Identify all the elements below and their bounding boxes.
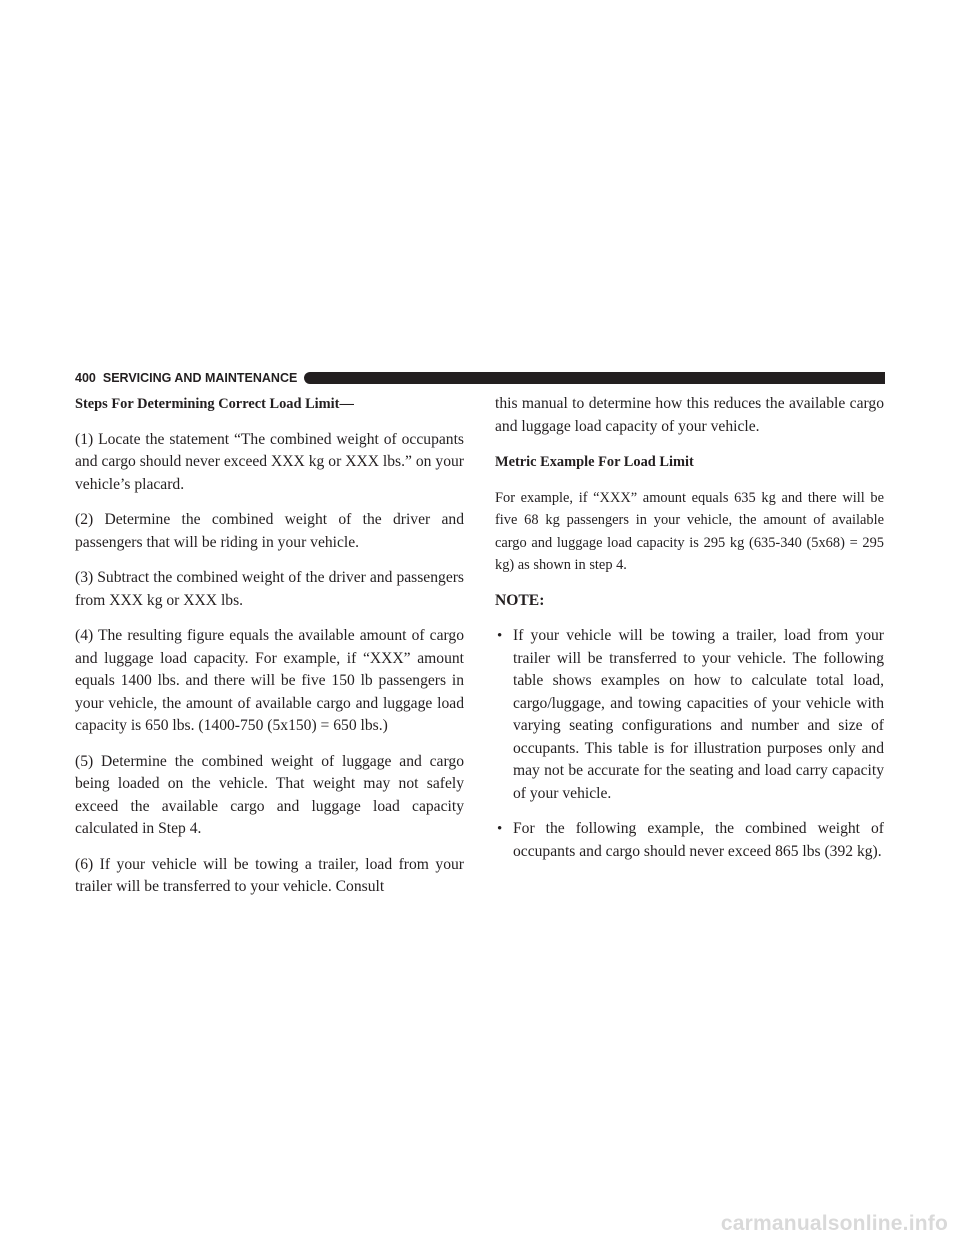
left-column (75, 393, 464, 912)
metric-paragraph: For example, if “XXX” amount equals 635 kg and there will be five 68 kg passengers in your vehicle, the amount of available cargo and luggage load capacity is 295 kg (635-340 (5x68) = 295 kg) as shown in step 4. (495, 489, 884, 573)
note-label: NOTE: (495, 591, 545, 609)
step-2-paragraph: (2) Determine the combined weight of the driver and passengers that will be riding in your vehicle. (75, 511, 464, 551)
list-item (495, 625, 884, 805)
page-number: 400 (75, 371, 96, 385)
step-3-paragraph: (3) Subtract the combined weight of the driver and passengers from XXX kg or XXX lbs. (75, 569, 464, 609)
list-item-text: For the following example, the combined weight of occupants and cargo should never exceed 865 lbs (392 kg). (513, 820, 884, 860)
metric-heading: Metric Example For Load Limit (495, 454, 694, 470)
bullet-icon: • (497, 628, 503, 644)
step-6-paragraph: (6) If your vehicle will be towing a trailer, load from your trailer will be transferred to your vehicle. Consult (75, 855, 464, 895)
header-rule (304, 372, 885, 384)
step-5-paragraph: (5) Determine the combined weight of luggage and cargo being loaded on the vehicle. That weight may not safely exceed the available cargo and luggage load capacity calculated in Step 4. (75, 752, 464, 837)
watermark: carmanualsonline.info (720, 1212, 948, 1235)
section-title: SERVICING AND MAINTENANCE (102, 371, 298, 385)
list-item (495, 818, 884, 863)
note-list (495, 625, 884, 863)
continuation-paragraph: this manual to determine how this reduces the available cargo and luggage load capacity of your vehicle. (495, 395, 884, 435)
list-item-text: If your vehicle will be towing a trailer, load from your trailer will be transferred to your vehicle. The following table shows examples on how to calculate total load, cargo/luggage, and towing capacities of your vehicle with varying seating configurations and number and size of occupants. This table is for illustration purposes only and may not be accurate for the seating and load carry capacity of your vehicle. (513, 627, 884, 802)
step-1-paragraph: (1) Locate the statement “The combined weight of occupants and cargo should never exceed XXX kg or XXX lbs.” on your vehicle’s placard. (75, 430, 464, 493)
bullet-icon: • (497, 821, 503, 837)
right-column (495, 393, 884, 876)
steps-heading: Steps For Determining Correct Load Limit— (75, 396, 354, 412)
step-4-paragraph: (4) The resulting figure equals the available amount of cargo and luggage load capacity. For example, if “XXX” amount equals 1400 lbs. and there will be five 150 lb passengers in your vehicle, the amount of available cargo and luggage load capacity is 650 lbs. (1400-750 (5x150) = 650 lbs.) (75, 627, 464, 734)
page-header (75, 371, 885, 385)
